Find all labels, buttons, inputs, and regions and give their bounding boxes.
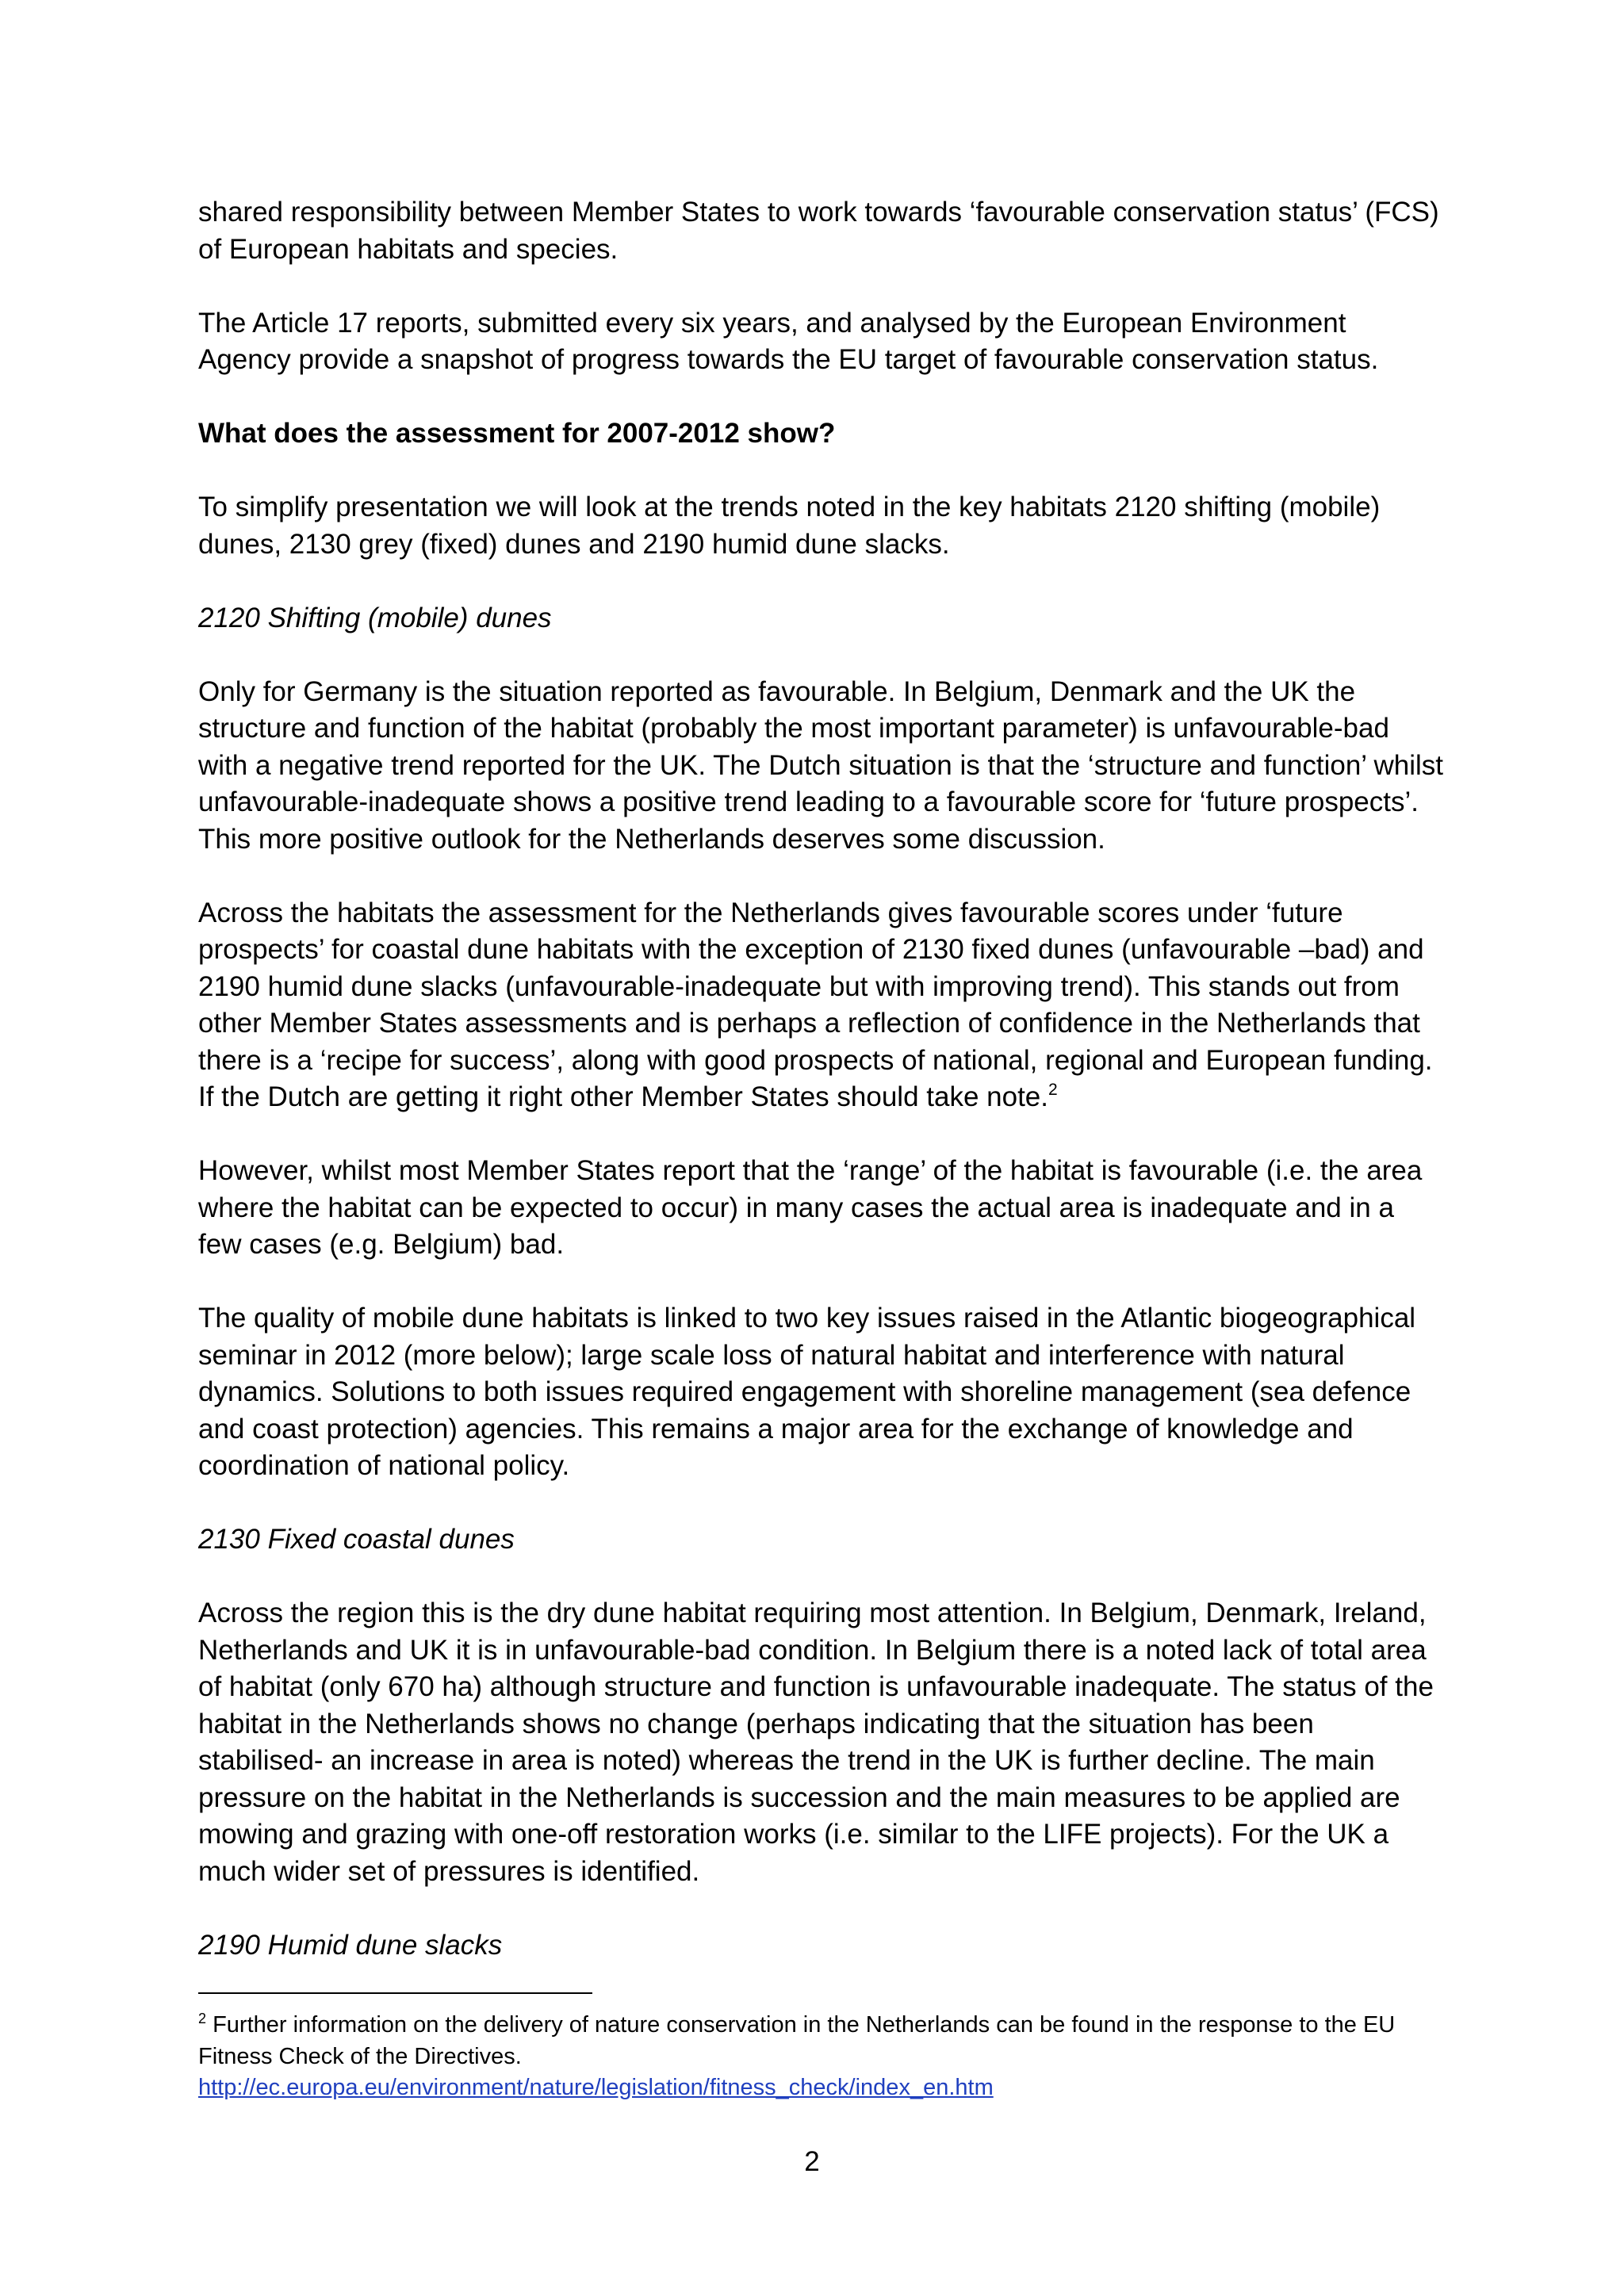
paragraph-intro-2: The Article 17 reports, submitted every six years, and analysed by the European Environment Agency provide a snapshot of progress towards the EU target of favourable conservation status. (198, 307, 1379, 375)
paragraph-2120-b-text: Across the habitats the assessment for the Netherlands gives favourable scores under ‘future prospects’ for coastal dune habitats with the exception of 2130 fixed dunes (unfavourable –bad) and 2190 humid dune slacks (unfavourable-inadequate but with improving trend). This stands out from other Member States assessments and is perhaps a reflection of confidence in the Netherlands that there is a ‘recipe for success’, along with good prospects of national, regional and European funding. If the Dutch are getting it right other Member States should take note. (198, 897, 1433, 1112)
page-body (198, 194, 1443, 2001)
footnote-link[interactable]: http://ec.europa.eu/environment/nature/legislation/fitness_check/index_en.htm (198, 2075, 994, 2100)
paragraph-2120-c: However, whilst most Member States report that the ‘range’ of the habitat is favourable (i.e. the area where the habitat can be expected to occur) in many cases the actual area is inadequate and in a few cases (e.g. Belgium) bad. (198, 1155, 1423, 1260)
subheading-2190: 2190 Humid dune slacks (198, 1929, 503, 1961)
paragraph-2130: Across the region this is the dry dune habitat requiring most attention. In Belgium, Denmark, Ireland, Netherlands and UK it is in unfavourable-bad condition. In Belgium there is a noted lack of total area of habitat (only 670 ha) although structure and function is unfavourable inadequate. The status of the habitat in the Netherlands shows no change (perhaps indicating that the situation has been stabilised- an increase in area is noted) whereas the trend in the UK is further decline. The main pressure on the habitat in the Netherlands is succession and the main measures to be applied are mowing and grazing with one-off restoration works (i.e. similar to the LIFE projects). For the UK a much wider set of pressures is identified. (198, 1598, 1434, 1887)
footnote-reference[interactable]: 2 (1048, 1081, 1058, 1099)
footnote-number: 2 (198, 2011, 207, 2026)
paragraph-2120-b (198, 895, 1443, 1116)
footnote (198, 2010, 1443, 2104)
paragraph-intro-1: shared responsibility between Member States to work towards ‘favourable conservation status’ (FCS) of European habitats and species. (198, 197, 1439, 265)
paragraph-2120-d: The quality of mobile dune habitats is linked to two key issues raised in the Atlantic biogeographical seminar in 2012 (more below); large scale loss of natural habitat and interference with natural dynamics. Solutions to both issues required engagement with shoreline management (sea defence and coast protection) agencies. This remains a major area for the exchange of knowledge and coordination of national policy. (198, 1303, 1416, 1481)
footnote-body: Further information on the delivery of nature conservation in the Netherlands can be found in the response to the EU Fitness Check of the Directives. (198, 2012, 1396, 2069)
subheading-2130: 2130 Fixed coastal dunes (198, 1524, 515, 1555)
subheading-2120: 2120 Shifting (mobile) dunes (198, 602, 552, 633)
paragraph-simplify: To simplify presentation we will look at the trends noted in the key habitats 2120 shifting (mobile) dunes, 2130 grey (fixed) dunes and 2190 humid dune slacks. (198, 492, 1381, 560)
footnote-separator (198, 1992, 592, 1994)
paragraph-2120-a: Only for Germany is the situation reported as favourable. In Belgium, Denmark and the UK the structure and function of the habitat (probably the most important parameter) is unfavourable-bad with a negative trend reported for the UK. The Dutch situation is that the ‘structure and function’ whilst unfavourable-inadequate shows a positive trend leading to a favourable score for ‘future prospects’. This more positive outlook for the Netherlands deserves some discussion. (198, 675, 1444, 855)
footnote-text (198, 2010, 1443, 2072)
footnote-link-line (198, 2072, 1443, 2104)
page-number: 2 (804, 2146, 820, 2177)
section-heading-assessment: What does the assessment for 2007-2012 show? (198, 418, 836, 449)
